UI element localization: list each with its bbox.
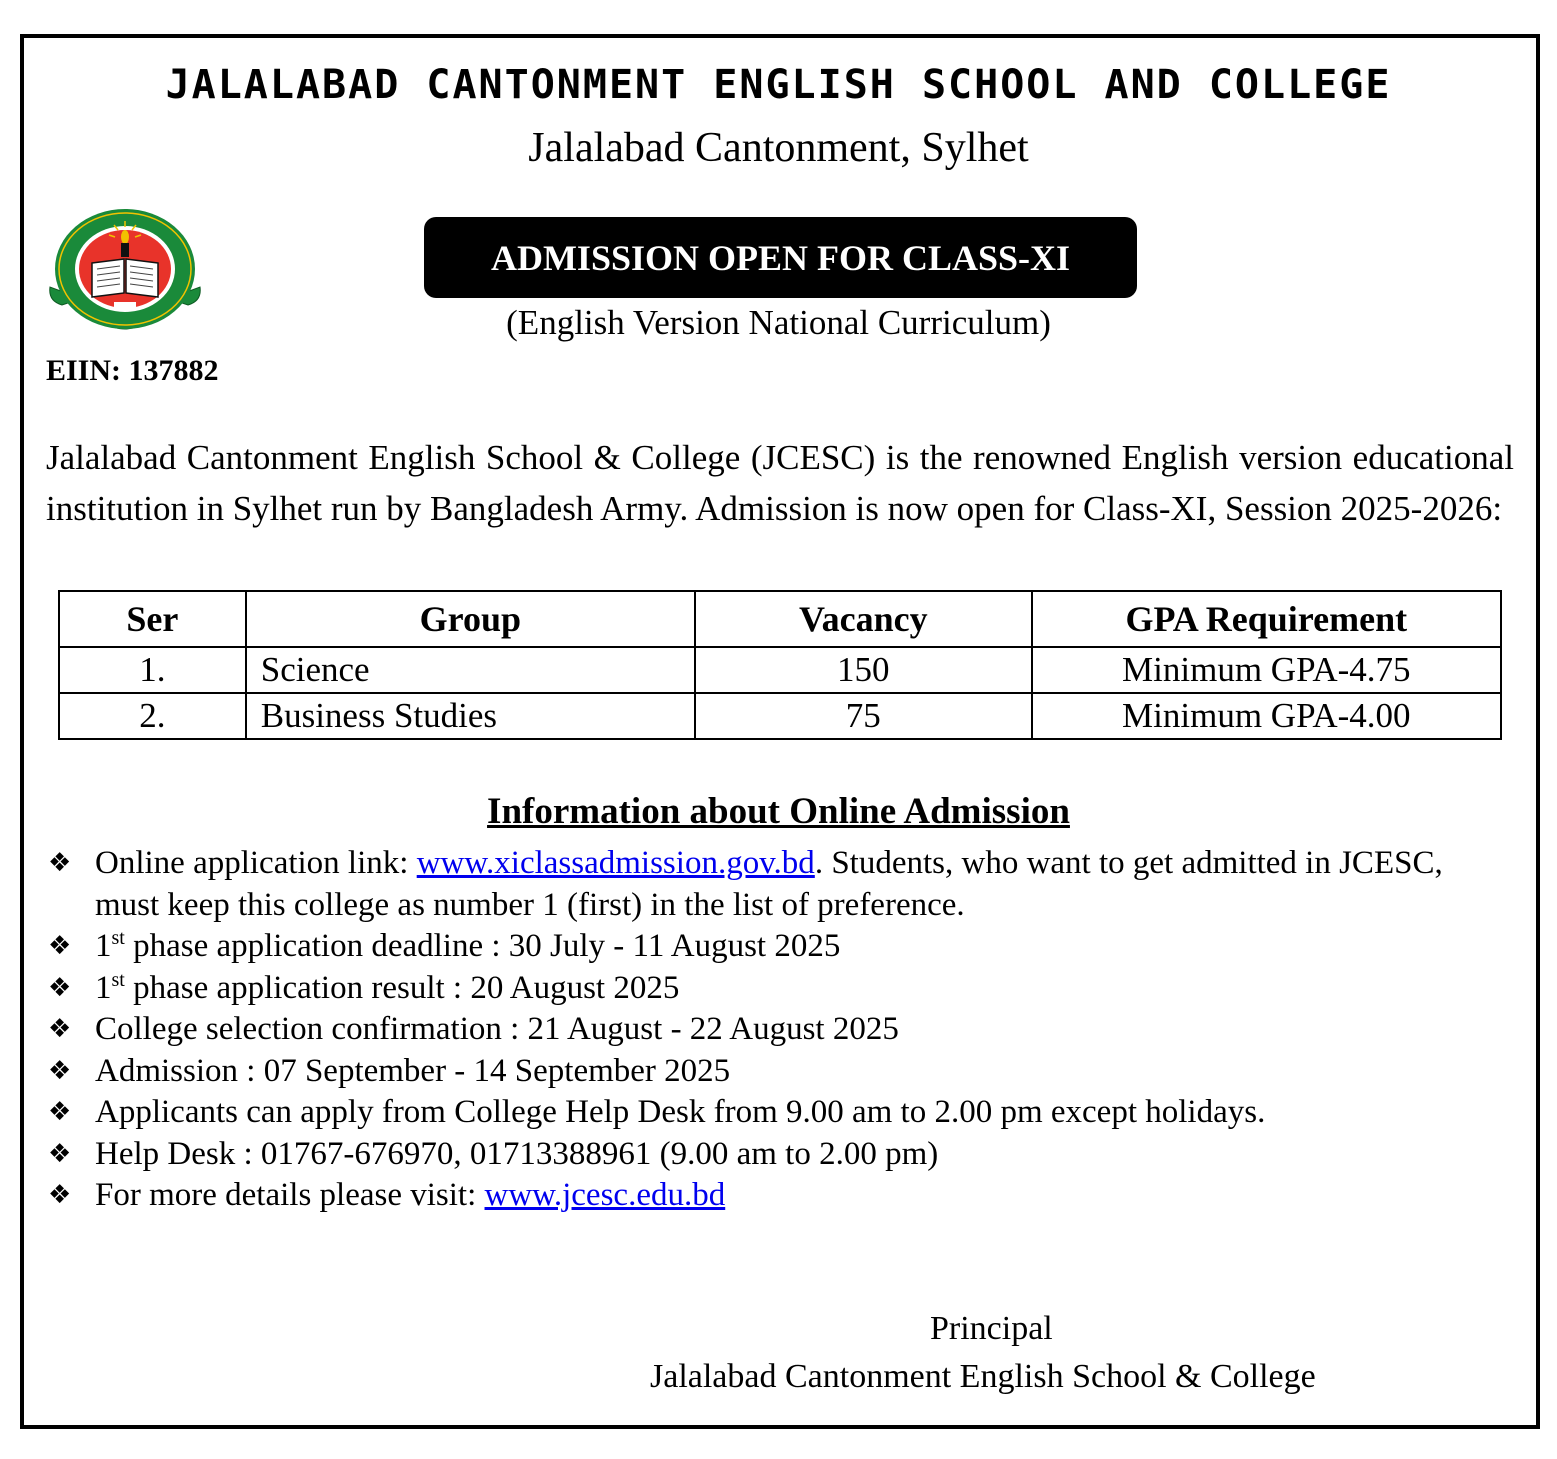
header-group: Group — [246, 591, 695, 647]
cell-group: Science — [246, 647, 695, 693]
signature-title: Principal — [930, 1310, 1053, 1347]
diamond-bullet-icon: ❖ — [48, 1180, 72, 1210]
vacancy-table — [58, 590, 1502, 740]
school-location: Jalalabad Cantonment, Sylhet — [528, 125, 1029, 171]
list-item-confirmation: ❖ College selection confirmation : 21 August - 22 August 2025 — [46, 1009, 1496, 1051]
cell-ser: 1. — [59, 647, 246, 693]
list-item-deadline: ❖ 1st phase application deadline : 30 July - 11 August 2025 — [46, 926, 1496, 968]
admission-portal-link[interactable]: www.xiclassadmission.gov.bd — [416, 845, 815, 881]
diamond-bullet-icon: ❖ — [48, 1055, 72, 1086]
list-item-admission: ❖ Admission : 07 September - 14 September 2025 — [46, 1051, 1496, 1093]
school-website-link[interactable]: www.jcesc.edu.bd — [484, 1177, 726, 1213]
cell-vacancy: 150 — [695, 647, 1032, 693]
list-item-result: ❖ 1st phase application result : 20 August 2025 — [46, 968, 1496, 1010]
eiin-number: EIIN: 137882 — [46, 354, 219, 387]
cell-vacancy: 75 — [695, 693, 1032, 739]
header-vacancy: Vacancy — [695, 591, 1032, 647]
header-gpa: GPA Requirement — [1032, 591, 1501, 647]
cell-gpa: Minimum GPA-4.75 — [1032, 647, 1501, 693]
info-section-title: Information about Online Admission — [487, 791, 1070, 832]
cell-group: Business Studies — [246, 693, 695, 739]
admission-banner: ADMISSION OPEN FOR CLASS-XI — [424, 217, 1137, 298]
table-row — [59, 647, 1501, 693]
curriculum-subtitle: (English Version National Curriculum) — [506, 303, 1051, 342]
intro-paragraph: Jalalabad Cantonment English School & College (JCESC) is the renowned English version educational institution in Sylhet run by Bangladesh Army. Admission is now open for Class-XI, Session 2025-2026: — [46, 438, 1514, 528]
diamond-bullet-icon: ❖ — [48, 1097, 72, 1127]
list-item-helpdesk: ❖ Help Desk : 01767-676970, 01713388961 (9.00 am to 2.00 pm) — [46, 1134, 1496, 1176]
header-ser: Ser — [59, 591, 246, 647]
cell-ser: 2. — [59, 693, 246, 739]
list-item-helpdesk-apply: ❖ Applicants can apply from College Help Desk from 9.00 am to 2.00 pm except holidays. — [46, 1092, 1496, 1134]
diamond-bullet-icon: ❖ — [48, 931, 72, 961]
diamond-bullet-icon: ❖ — [48, 1014, 72, 1044]
signature-organization: Jalalabad Cantonment English School & College — [650, 1358, 1316, 1395]
info-list — [46, 843, 1496, 1217]
diamond-bullet-icon: ❖ — [48, 1138, 72, 1169]
table-header-row — [59, 591, 1501, 647]
school-name: JALALABAD CANTONMENT ENGLISH SCHOOL AND COLLEGE — [165, 62, 1392, 108]
list-item-details: ❖ For more details please visit: www.jcesc.edu.bd — [46, 1175, 1496, 1217]
table-row — [59, 693, 1501, 739]
cell-gpa: Minimum GPA-4.00 — [1032, 693, 1501, 739]
diamond-bullet-icon: ❖ — [48, 848, 72, 878]
diamond-bullet-icon: ❖ — [48, 972, 72, 1003]
list-item-online-link: ❖ Online application link: www.xiclassadmission.gov.bd. Students, who want to get admitted in JCESC, must keep this college as number 1 (first) in the list of preference. — [48, 845, 1443, 923]
